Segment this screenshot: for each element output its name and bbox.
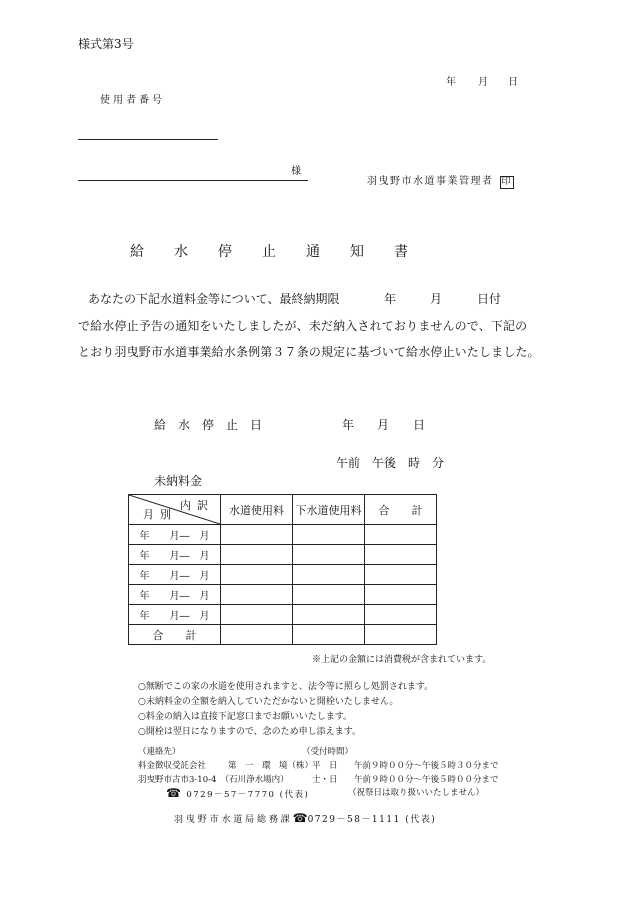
total-fee-cell — [365, 545, 437, 565]
table-header-row — [129, 495, 437, 525]
sewer-fee-cell — [293, 585, 365, 605]
grand-total-cell — [365, 625, 437, 645]
date-year-label: 年 — [446, 77, 456, 88]
weekday-hours: 午前９時００分～午後５時３０分まで — [354, 761, 499, 771]
stop-time: 午前 午後 時 分 — [336, 456, 445, 470]
sewer-fee-cell — [293, 605, 365, 625]
total-fee-cell — [365, 565, 437, 585]
column-header-sewer: 下水道使用料 — [293, 495, 365, 525]
company-name: 第 一 環 境（株） — [228, 761, 314, 771]
column-header-water: 水道使用料 — [221, 495, 293, 525]
footer-department: 羽 曳 野 市 水 道 局 総 務 課 — [174, 815, 290, 825]
weekend-label: 士・日 — [312, 775, 338, 785]
table-row — [129, 565, 437, 585]
company-label: 料金徴収受託会社 — [138, 761, 207, 771]
header-breakdown-label: 内訳 — [180, 499, 214, 512]
table-total-row — [129, 625, 437, 645]
water-fee-cell — [221, 525, 293, 545]
holiday-note: （祝祭日は取り扱いいたしません） — [348, 788, 485, 798]
sewer-total-cell — [293, 625, 365, 645]
breakdown-header-cell — [129, 495, 221, 525]
row-period: 年 月― 月 — [129, 545, 221, 565]
body-line-1-month: 月 — [430, 292, 443, 306]
note-item: ○開栓は翌日になりますので、念のため申し添えます。 — [138, 727, 361, 737]
weekend-hours: 午前９時００分～午後５時００分まで — [354, 775, 499, 785]
body-line-3: とおり羽曳野市水道事業給水条例第３７条の規定に基づいて給水停止いたしました。 — [78, 345, 540, 359]
water-fee-cell — [221, 585, 293, 605]
total-fee-cell — [365, 585, 437, 605]
water-fee-cell — [221, 605, 293, 625]
company-address: 羽曳野市古市3-10-4 （石川浄水場内） — [138, 775, 289, 785]
stop-date-year: 年 — [342, 418, 355, 432]
user-number-line — [78, 139, 218, 140]
sewer-fee-cell — [293, 545, 365, 565]
stop-date-label: 給 水 停 止 日 — [154, 418, 263, 432]
total-row-label: 合 計 — [129, 625, 221, 645]
total-fee-cell — [365, 605, 437, 625]
name-line — [78, 180, 308, 181]
body-line-1-year: 年 — [384, 292, 397, 306]
document-title: 給 水 停 止 通 知 書 — [130, 244, 416, 260]
note-item: ○未納料金の全額を納入していただかないと開栓いたしません。 — [138, 697, 399, 707]
seal-mark: 印 — [501, 177, 513, 187]
stop-date-day: 日 — [413, 418, 426, 432]
contact-heading: （連絡先） — [138, 747, 181, 757]
body-line-1-day: 日付 — [477, 292, 502, 306]
tax-note: ※上記の金額には消費税が含まれています。 — [312, 655, 492, 665]
row-period: 年 月― 月 — [129, 605, 221, 625]
sewer-fee-cell — [293, 525, 365, 545]
note-item: ○料金の納入は直接下記窓口までお願いいたします。 — [138, 712, 353, 722]
form-number: 様式第3号 — [78, 37, 134, 51]
water-fee-cell — [221, 545, 293, 565]
row-period: 年 月― 月 — [129, 525, 221, 545]
water-total-cell — [221, 625, 293, 645]
hours-heading: （受付時間） — [302, 747, 354, 757]
honorific: 様 — [291, 166, 301, 177]
footer-phone: 0729－58－1111 (代表) — [307, 815, 437, 825]
company-phone-line — [166, 786, 309, 800]
stop-date-month: 月 — [377, 418, 390, 432]
sewer-fee-cell — [293, 565, 365, 585]
telephone-icon: ☎ — [166, 786, 181, 800]
table-row — [129, 545, 437, 565]
company-phone: 0729－57－7770 (代表) — [186, 790, 310, 800]
water-fee-cell — [221, 565, 293, 585]
note-item: ○無断でこの家の水道を使用されますと、法令等に照らし処罰されます。 — [138, 682, 434, 692]
issuer-name: 羽曳野市水道事業管理者 — [367, 176, 494, 187]
body-line-1-prefix: あなたの下記水道料金等について、最終納期限 — [88, 292, 340, 306]
row-period: 年 月― 月 — [129, 565, 221, 585]
body-line-2: で給水停止予告の通知をいたしましたが、未だ納入されておりませんので、下記の — [78, 319, 528, 333]
column-header-total: 合 計 — [365, 495, 437, 525]
footer-line — [174, 811, 436, 825]
unpaid-fee-table — [128, 494, 437, 645]
date-month-label: 月 — [478, 77, 488, 88]
table-row — [129, 605, 437, 625]
date-day-label: 日 — [508, 77, 518, 88]
row-period: 年 月― 月 — [129, 585, 221, 605]
total-fee-cell — [365, 525, 437, 545]
table-row — [129, 585, 437, 605]
table-row — [129, 525, 437, 545]
header-month-label: 月別 — [143, 508, 177, 521]
user-number-label: 使用者番号 — [100, 95, 165, 106]
weekday-label: 平 日 — [312, 761, 338, 771]
telephone-icon: ☎ — [292, 811, 308, 825]
unpaid-label: 未納料金 — [154, 474, 203, 488]
issuer-line — [367, 172, 514, 189]
